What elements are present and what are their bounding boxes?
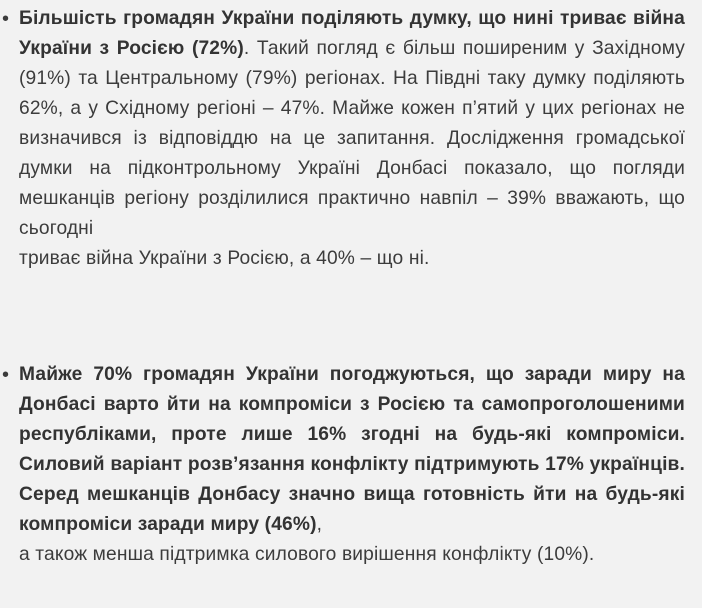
bold-lead-text: Більшість громадян України поділяють думку, що нині триває війна України з Росією (72%)	[19, 8, 685, 59]
bullet-item-war-opinion	[0, 4, 702, 274]
paragraph-body-text: ,	[316, 514, 323, 535]
paragraph-body-text: . Такий погляд є більш поширеним у Західному (91%) та Центральному (79%) регіонах. На Півдні таку думку поділяють 62%, а у Східному регіоні – 47%. Майже кожен п’ятий у цих регіонах не визначився із відповіддю на це запитання. Дослідження громадської думки на підконтрольному Україні Донбасі показало, що погляди мешканців регіону розділилися практично навпіл – 39% вважають, що сьогодні	[19, 38, 686, 239]
bullet-marker: •	[2, 364, 10, 386]
bullet-item-compromise-opinion	[0, 360, 702, 570]
bullet-paragraph	[19, 360, 685, 570]
bullet-paragraph	[19, 4, 685, 274]
paragraph-last-line: а також менша підтримка силового вирішення конфлікту (10%).	[19, 544, 595, 565]
bullet-marker: •	[2, 8, 10, 30]
paragraph-last-line: триває війна України з Росією, а 40% – що ні.	[19, 248, 430, 269]
bold-lead-text: Майже 70% громадян України погоджуються, що заради миру на Донбасі варто йти на компроміси з Росією та самопроголошеними республіками, проте лише 16% згодні на будь-які компроміси. Силовий варіант розв’язання конфлікту підтримують 17% українців. Серед мешканців Донбасу значно вища готовність йти на будь-які компроміси заради миру (46%)	[19, 364, 685, 535]
